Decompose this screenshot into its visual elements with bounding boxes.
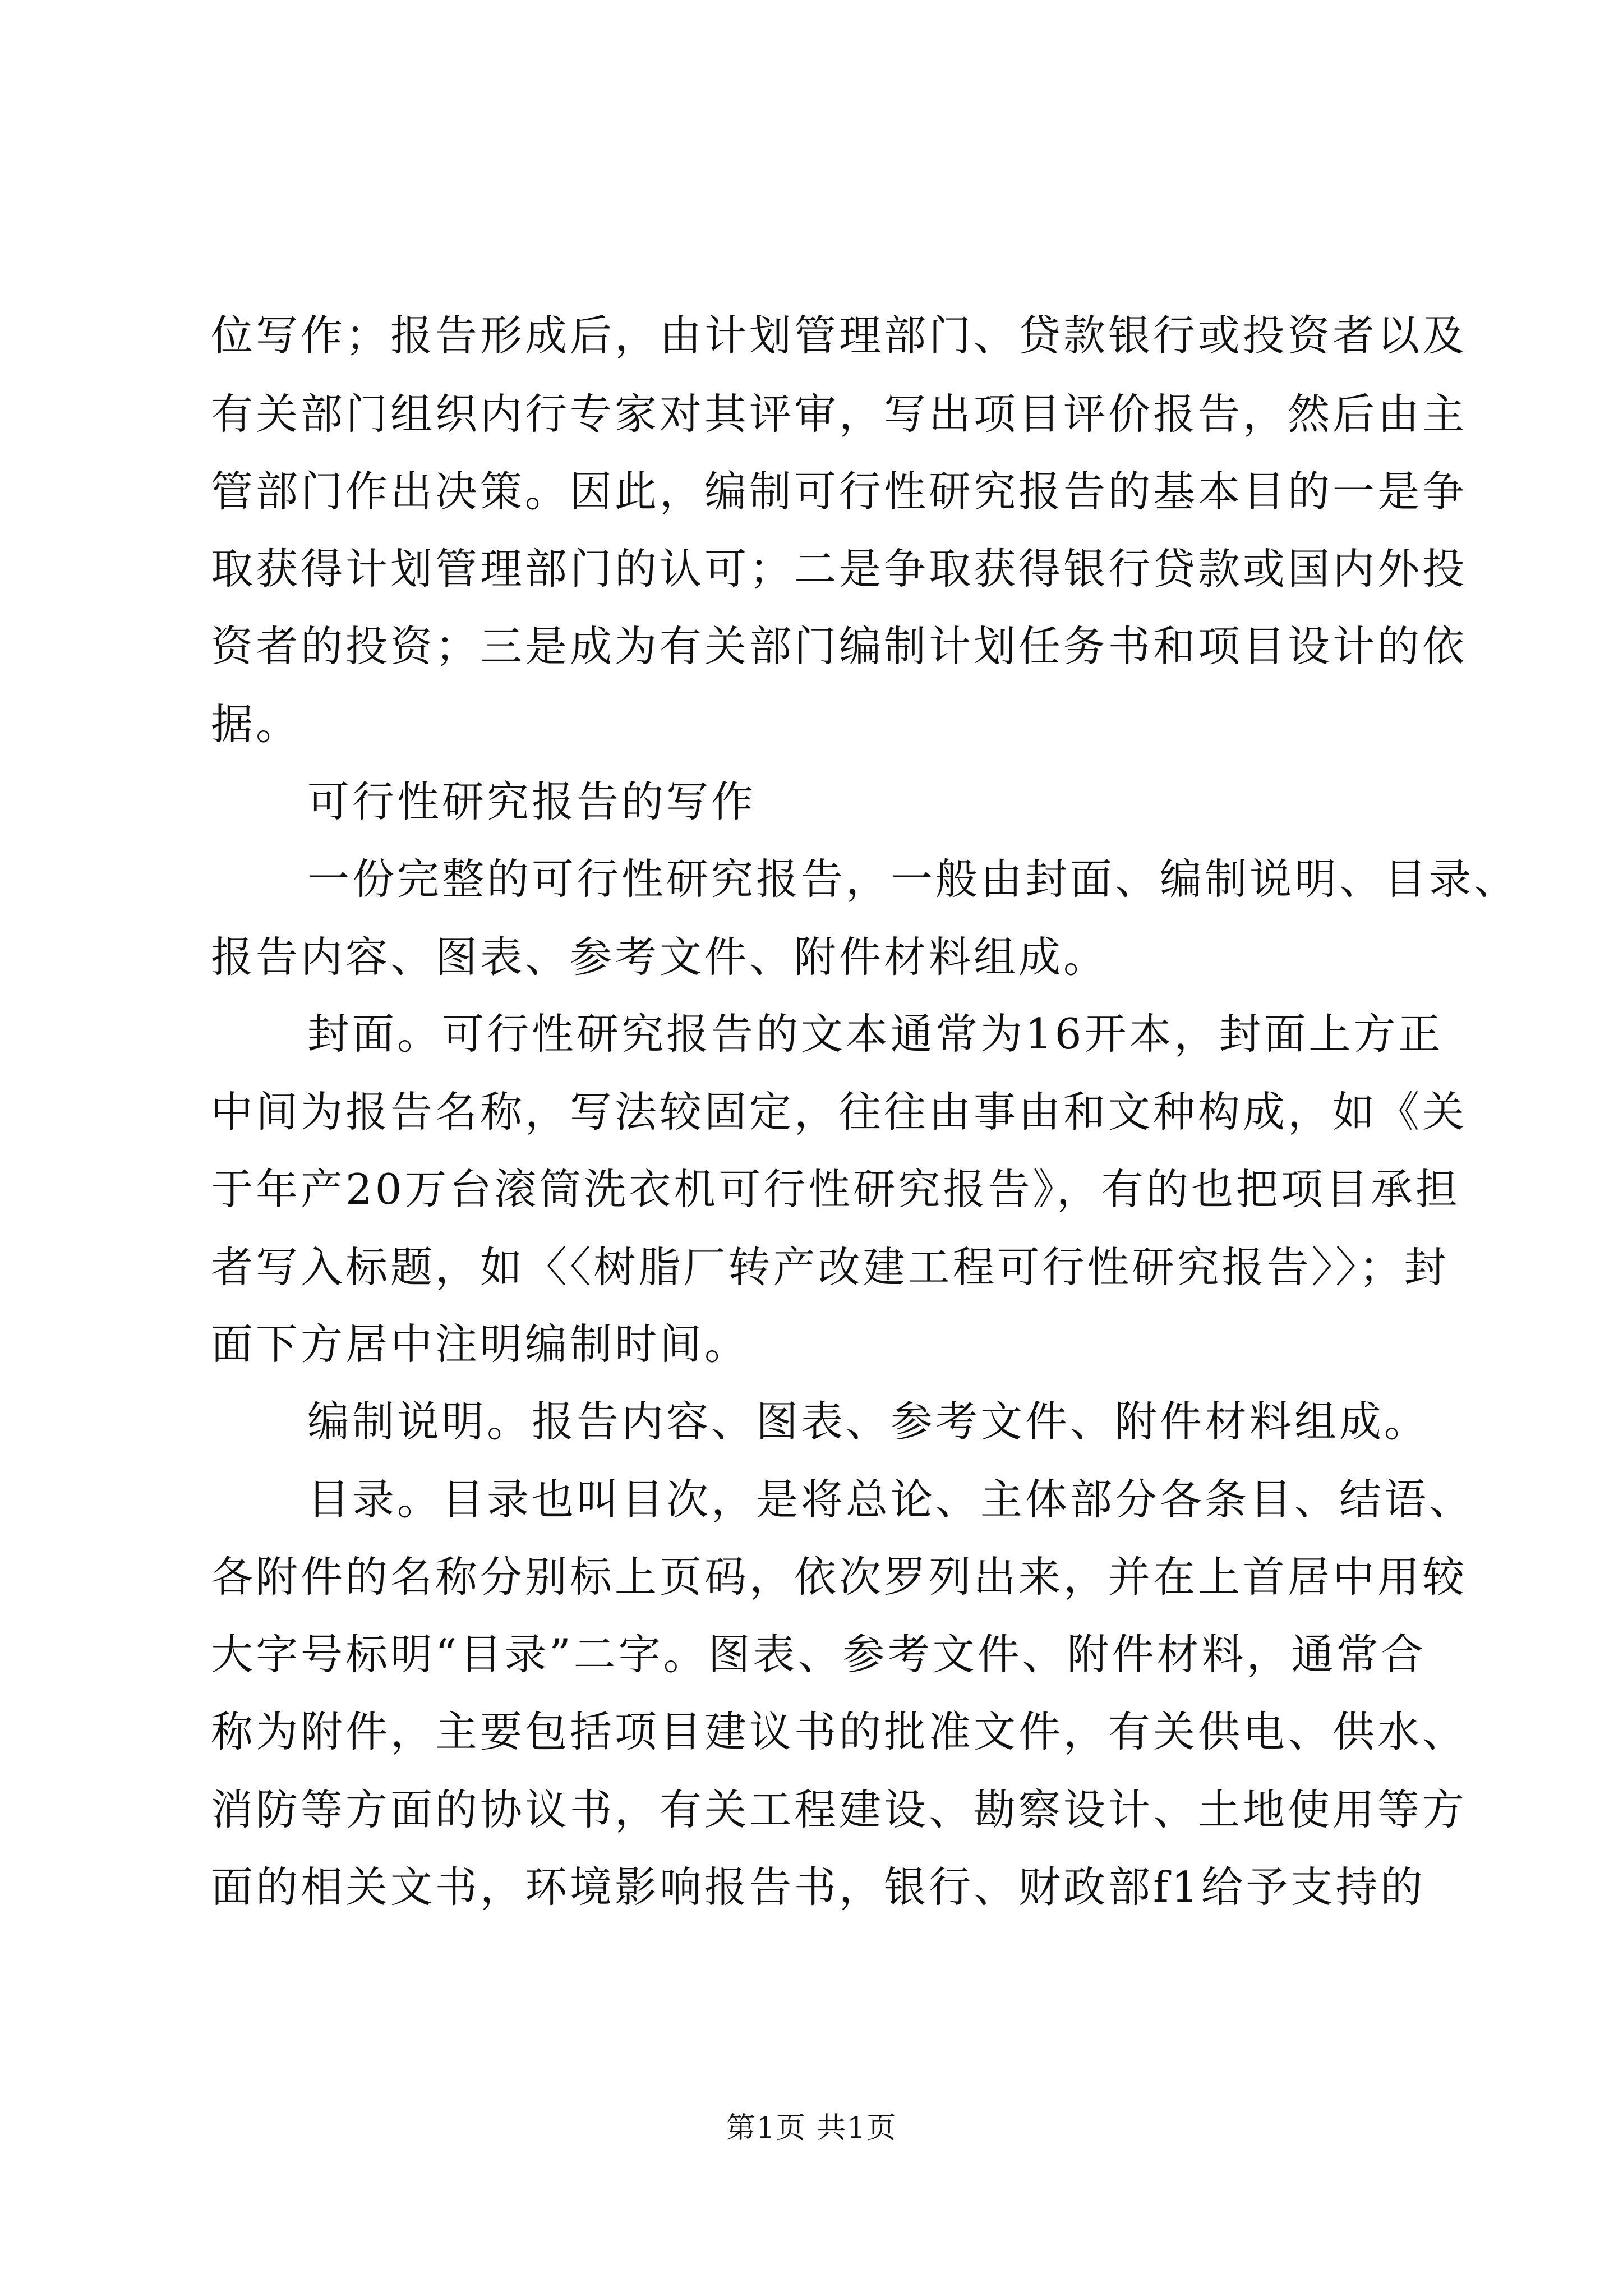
paragraph-line: 编制说明。报告内容、图表、参考文件、附件材料组成。 — [307, 1397, 1430, 1446]
paragraph-line: 据。 — [211, 700, 301, 749]
paragraph-line: 大字号标明“目录”二字。图表、参考文件、附件材料，通常合 — [211, 1630, 1426, 1679]
paragraph-line: 一份完整的可行性研究报告，一般由封面、编制说明、目录、 — [307, 854, 1519, 904]
paragraph-line: 中间为报告名称，写法较固定，往往由事由和文种构成，如《关 — [211, 1087, 1468, 1137]
paragraph-line: 于年产20万台滚筒洗衣机可行性研究报告》，有的也把项目承担 — [211, 1165, 1460, 1214]
paragraph-line: 者写入标题，如〈〈树脂厂转产改建工程可行性研究报告〉〉；封 — [211, 1243, 1449, 1292]
section-heading: 可行性研究报告的写作 — [307, 777, 757, 826]
paragraph-line: 封面。可行性研究报告的文本通常为16开本，封面上方正 — [307, 1009, 1444, 1059]
paragraph-line: 位写作；报告形成后，由计划管理部门、贷款银行或投资者以及 — [211, 311, 1468, 360]
paragraph-line: 目录。目录也叫目次，是将总论、主体部分各条目、结语、 — [307, 1475, 1474, 1524]
paragraph-line: 称为附件，主要包括项目建议书的批准文件，有关供电、供水、 — [211, 1707, 1468, 1756]
paragraph-line: 各附件的名称分别标上页码，依次罗列出来，并在上首居中用较 — [211, 1552, 1468, 1602]
paragraph-line: 面的相关文书，环境影响报告书，银行、财政部f1给予支持的 — [211, 1862, 1426, 1912]
paragraph-line: 资者的投资；三是成为有关部门编制计划任务书和项目设计的依 — [211, 622, 1468, 671]
paragraph-line: 有关部门组织内行专家对其评审，写出项目评价报告，然后由主 — [211, 389, 1468, 439]
paragraph-line: 面下方居中注明编制时间。 — [211, 1319, 750, 1369]
page-footer: 第1页 共1页 — [726, 2111, 897, 2145]
paragraph-line: 取获得计划管理部门的认可；二是争取获得银行贷款或国内外投 — [211, 544, 1468, 593]
paragraph-line: 管部门作出决策。因此，编制可行性研究报告的基本目的一是争 — [211, 467, 1468, 516]
paragraph-line: 消防等方面的协议书，有关工程建设、勘察设计、土地使用等方 — [211, 1785, 1468, 1834]
paragraph-line: 报告内容、图表、参考文件、附件材料组成。 — [211, 932, 1109, 982]
